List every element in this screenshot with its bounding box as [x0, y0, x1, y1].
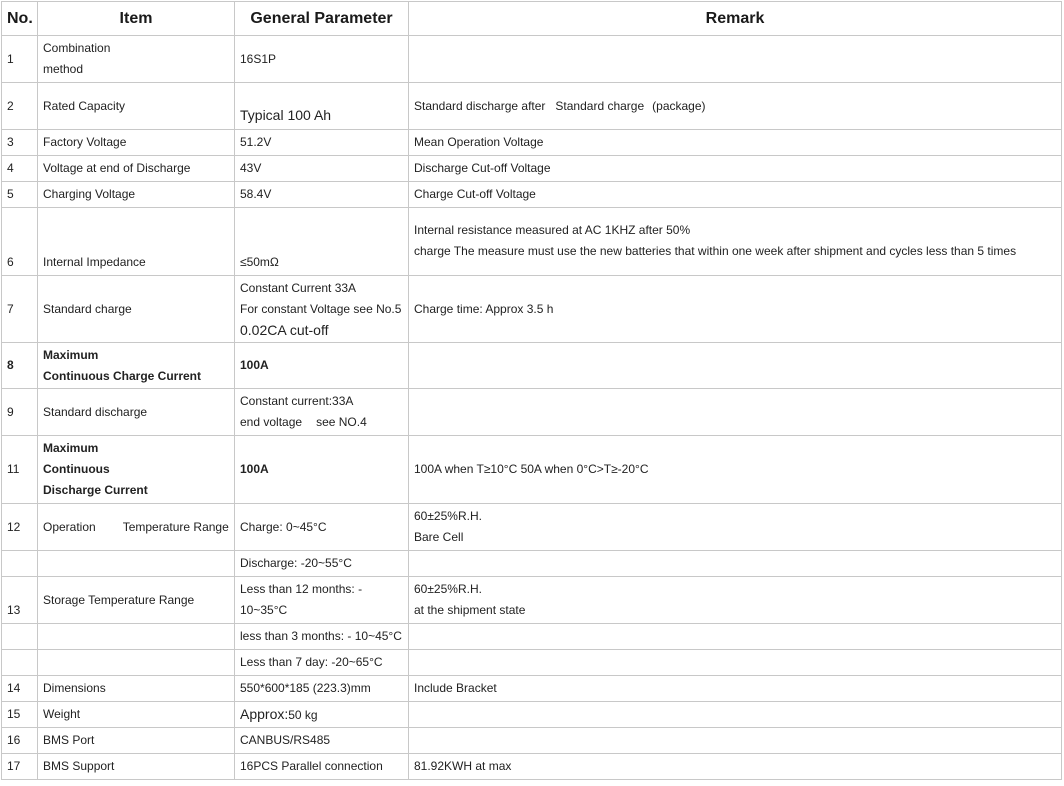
table-row — [2, 130, 1062, 156]
row-remark: 100A when T≥10°C 50A when 0°C>T≥-20°C — [409, 436, 1062, 504]
row-param: Less than 12 months: - 10~35°C — [235, 577, 409, 624]
row-item: BMS Support — [38, 754, 235, 780]
row-remark — [409, 624, 1062, 650]
table-row — [2, 276, 1062, 343]
table-row — [2, 728, 1062, 754]
row-remark: 81.92KWH at max — [409, 754, 1062, 780]
row-item: Maximum Continuous Charge Current — [38, 343, 235, 389]
row-no — [2, 551, 38, 577]
table-row — [2, 436, 1062, 504]
row-remark — [409, 343, 1062, 389]
table-row — [2, 83, 1062, 130]
row-param: Constant current:33A end voltage see NO.4 — [235, 389, 409, 436]
header-param: General Parameter — [235, 2, 409, 36]
row-item: Maximum Continuous Discharge Current — [38, 436, 235, 504]
row-no — [2, 624, 38, 650]
spec-table — [1, 1, 1062, 780]
row-item: Operation Temperature Range — [38, 504, 235, 551]
row-remark — [409, 702, 1062, 728]
row-item: Standard discharge — [38, 389, 235, 436]
row-remark — [409, 650, 1062, 676]
row-remark — [409, 551, 1062, 577]
table-row — [2, 36, 1062, 83]
row-param: 100A — [235, 436, 409, 504]
row-param: 43V — [235, 156, 409, 182]
header-row — [2, 2, 1062, 36]
row-item: BMS Port — [38, 728, 235, 754]
row-remark — [409, 728, 1062, 754]
row-no: 9 — [2, 389, 38, 436]
table-row — [2, 650, 1062, 676]
row-no: 17 — [2, 754, 38, 780]
row-remark — [409, 389, 1062, 436]
row-param: Charge: 0~45°C — [235, 504, 409, 551]
row-no: 2 — [2, 83, 38, 130]
table-row — [2, 156, 1062, 182]
row-item: Rated Capacity — [38, 83, 235, 130]
row-no: 15 — [2, 702, 38, 728]
row-param: Approx:50 kg — [235, 702, 409, 728]
table-row — [2, 182, 1062, 208]
row-no: 8 — [2, 343, 38, 389]
row-no — [2, 650, 38, 676]
row-item: Standard charge — [38, 276, 235, 343]
row-remark: Discharge Cut-off Voltage — [409, 156, 1062, 182]
table-row — [2, 389, 1062, 436]
row-item — [38, 551, 235, 577]
header-no: No. — [2, 2, 38, 36]
row-param: 550*600*185 (223.3)mm — [235, 676, 409, 702]
row-no: 11 — [2, 436, 38, 504]
row-item — [38, 650, 235, 676]
row-no: 7 — [2, 276, 38, 343]
table-row — [2, 676, 1062, 702]
table-row — [2, 754, 1062, 780]
row-param: 51.2V — [235, 130, 409, 156]
row-param: ≤50mΩ — [235, 208, 409, 276]
row-remark: Charge time: Approx 3.5 h — [409, 276, 1062, 343]
row-param: Constant Current 33A For constant Voltage see No.5 0.02CA cut-off — [235, 276, 409, 343]
row-param: 16PCS Parallel connection — [235, 754, 409, 780]
row-param: 100A — [235, 343, 409, 389]
row-item: Internal Impedance — [38, 208, 235, 276]
row-no: 6 — [2, 208, 38, 276]
row-item: Factory Voltage — [38, 130, 235, 156]
row-no: 14 — [2, 676, 38, 702]
row-param: 58.4V — [235, 182, 409, 208]
row-item: Storage Temperature Range — [38, 577, 235, 624]
table-row — [2, 208, 1062, 276]
table-row — [2, 504, 1062, 551]
header-remark: Remark — [409, 2, 1062, 36]
row-no: 12 — [2, 504, 38, 551]
row-item: Dimensions — [38, 676, 235, 702]
row-remark — [409, 36, 1062, 83]
row-param: Typical 100 Ah — [235, 83, 409, 130]
table-row — [2, 702, 1062, 728]
row-remark: Include Bracket — [409, 676, 1062, 702]
table-row — [2, 577, 1062, 624]
row-remark: 60±25%R.H. Bare Cell — [409, 504, 1062, 551]
table-row — [2, 551, 1062, 577]
row-param: Less than 7 day: -20~65°C — [235, 650, 409, 676]
header-item: Item — [38, 2, 235, 36]
row-remark: Charge Cut-off Voltage — [409, 182, 1062, 208]
row-item — [38, 624, 235, 650]
row-remark: Mean Operation Voltage — [409, 130, 1062, 156]
row-param: 16S1P — [235, 36, 409, 83]
row-no: 13 — [2, 577, 38, 624]
table-row — [2, 624, 1062, 650]
row-item: Weight — [38, 702, 235, 728]
row-param: less than 3 months: - 10~45°C — [235, 624, 409, 650]
row-no: 16 — [2, 728, 38, 754]
row-remark: Standard discharge after Standard charge (package) — [409, 83, 1062, 130]
table-row — [2, 343, 1062, 389]
row-remark: 60±25%R.H. at the shipment state — [409, 577, 1062, 624]
row-no: 3 — [2, 130, 38, 156]
row-item: Voltage at end of Discharge — [38, 156, 235, 182]
row-param: Discharge: -20~55°C — [235, 551, 409, 577]
row-item: Combination method — [38, 36, 235, 83]
row-remark: Internal resistance measured at AC 1KHZ after 50% charge The measure must use the new batteries that within one week after shipment and cycles less than 5 times — [409, 208, 1062, 276]
row-item: Charging Voltage — [38, 182, 235, 208]
row-no: 5 — [2, 182, 38, 208]
row-param: CANBUS/RS485 — [235, 728, 409, 754]
row-no: 4 — [2, 156, 38, 182]
row-no: 1 — [2, 36, 38, 83]
